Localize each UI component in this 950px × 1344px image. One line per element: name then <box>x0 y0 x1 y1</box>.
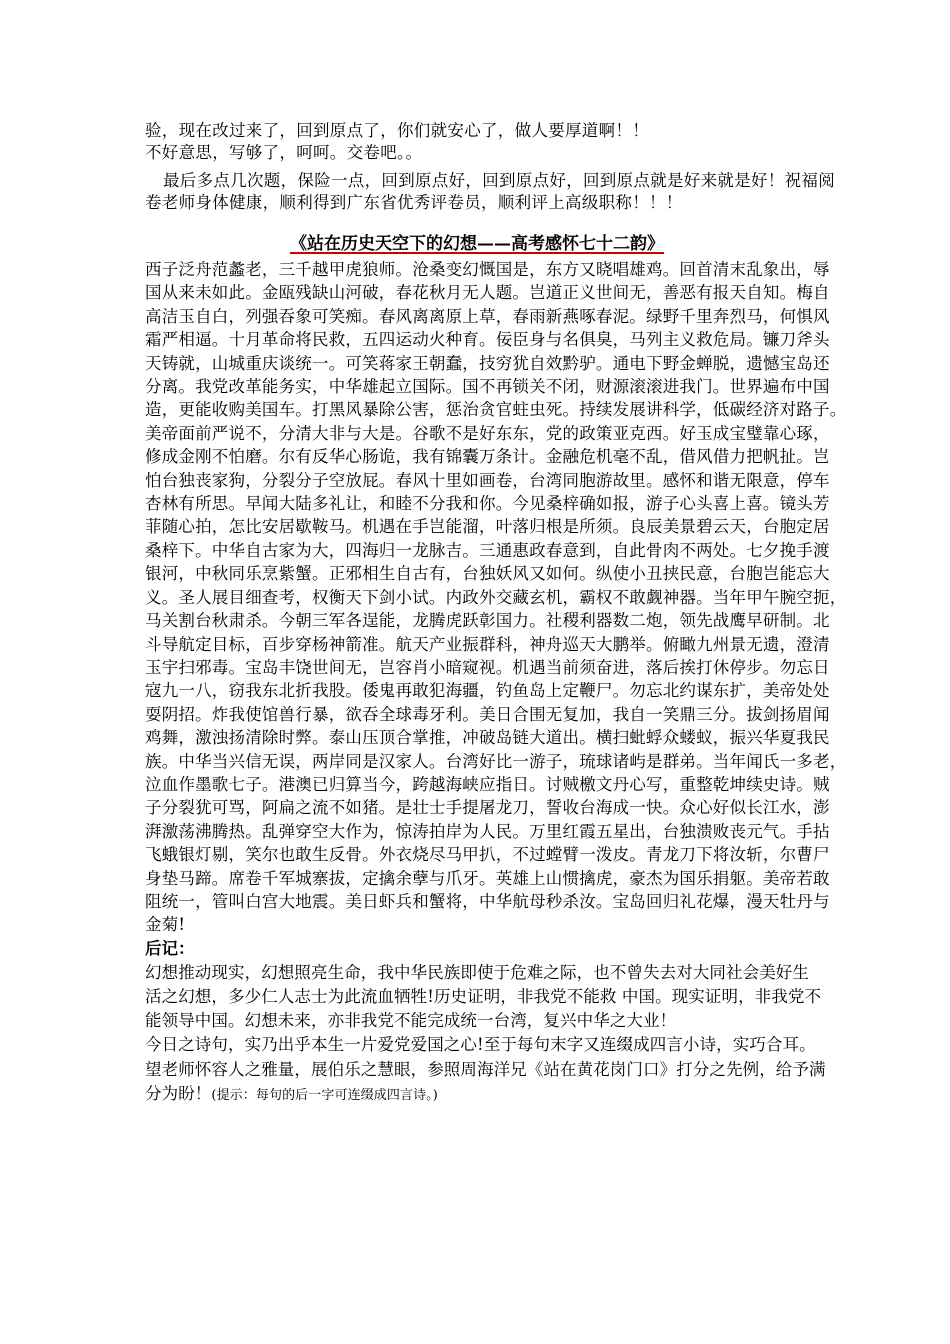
poem-line: 美帝面前严说不，分清大非与大是。谷歌不是好东东，党的政策亚克西。好玉成宝璧靠心琢， <box>145 423 830 443</box>
poem-title: 《站在历史天空下的幻想——高考感怀七十二韵》 <box>290 234 664 254</box>
poem-line: 鸡舞，激浊扬清除时弊。泰山压顶合掌推，冲破岛链大道出。横扫蚍蜉众蝼蚁，振兴华夏我民 <box>145 728 830 748</box>
poem-line: 金菊! <box>145 915 186 935</box>
document-page <box>145 120 847 1108</box>
postscript-heading: 后记： <box>145 938 195 958</box>
poem-line: 天铸就，山城重庆谈统一。可笑蒋家王朝蠢，技穷犹自效黔驴。通电下野金蝉脱，遗憾宝岛还 <box>145 353 830 373</box>
poem-line: 分离。我党改革能务实，中华雄起立国际。国不再锁关不闭，财源滚滚进我门。世界遍布中国 <box>145 377 830 397</box>
poem-line: 西子泛舟范蠡老，三千越甲虎狼师。沧桑变幻慨国是，东方又晓唱雄鸡。回首清末乱象出，辱 <box>145 260 830 279</box>
poem-line: 玉宇扫邪毒。宝岛丰饶世间无，岂容肖小暗窥视。机遇当前须奋进，落后挨打休停步。勿忘日 <box>145 657 830 677</box>
postscript-line: 今日之诗句，实乃出乎本生一片爱党爱国之心!至于每句末字又连缀成四言小诗，实巧合耳。 <box>145 1035 816 1055</box>
poem-line: 湃激荡沸腾热。乱弹穿空大作为，惊涛拍岸为人民。万里红霞五星出，台独溃败丧元气。手拈 <box>145 821 830 841</box>
poem-line: 霜严相逼。十月革命将民救，五四运动火种育。佞臣身与名俱臭，马列主义救危局。镰刀斧头 <box>145 330 830 350</box>
text-line: 验，现在改过来了，回到原点了，你们就安心了，做人要厚道啊！！ <box>145 121 649 140</box>
postscript-line: 望老师怀容人之雅量，展伯乐之慧眼，参照周海洋兄《站在黄花岗门口》打分之先例，给予满 <box>145 1059 826 1079</box>
postscript-note: (提示：每句的后一字可连缀成四言诗。) <box>211 1087 438 1103</box>
poem-line: 子分裂犹可骂，阿扁之流不如猪。是壮士手提屠龙刀，誓收台海成一快。众心好似长江水，澎 <box>145 798 830 818</box>
poem-line: 国从来未如此。金瓯残缺山河破，春花秋月无人题。岂道正义世间无，善恶有报天自知。梅自 <box>145 283 830 303</box>
intro-block <box>145 120 809 164</box>
poem-body <box>145 258 847 937</box>
poem-line: 阻统一，管叫白宫大地震。美日虾兵和蟹将，中华航母秒杀汝。宝岛回归礼花爆，漫天牡丹与 <box>145 891 830 911</box>
poem-line: 造，更能收购美国车。打黑风暴除公害，惩治贪官蛀虫死。持续发展讲科学，低碳经济对路子。 <box>145 400 847 420</box>
poem-line: 马关割台秋肃杀。今朝三军各逞能，龙腾虎跃彰国力。社稷利器数二炮，领先战鹰早研制。北 <box>145 611 830 631</box>
postscript-last-text: 分为盼！ <box>145 1083 212 1103</box>
poem-line: 斗导航定目标，百步穿杨神箭准。航天产业振群科，神舟巡天大鹏举。俯瞰九州景无遗，澄清 <box>145 634 830 654</box>
poem-line: 杏林有所思。早闻大陆多礼让，和睦不分我和你。今见桑梓确如报，游子心头喜上喜。镜头芳 <box>145 494 830 514</box>
postscript-line: 幻想推动现实，幻想照亮生命，我中华民族即使于危难之际，也不曾失去对大同社会美好生 <box>145 962 809 982</box>
poem-line: 怕台独丧家狗，分裂分子空放屁。春风十里如画卷，台湾同胞游故里。感怀和谐无限意，停车 <box>145 470 830 490</box>
poem-line: 身垫马蹄。席卷千军城寨拔，定擒余孽与爪牙。英雄上山惯擒虎，豪杰为国乐捐躯。美帝若敢 <box>145 868 830 888</box>
poem-title-wrap <box>145 232 809 256</box>
poem-line: 族。中华当兴信无误，两岸同是汉家人。台湾好比一游子，琉球诸屿是群弟。当年闻氏一多老， <box>145 751 847 771</box>
postscript-line: 能领导中国。幻想未来，亦非我党不能完成统一台湾，复兴中华之大业！ <box>145 1011 677 1031</box>
text-line: 不好意思，写够了，呵呵。交卷吧。。 <box>145 143 423 162</box>
postscript-line: 活之幻想，多少仁人志士为此流血牺牲!历史证明，非我党不能救 中国。现实证明，非我党不 <box>145 986 822 1006</box>
poem-line: 耍阴招。炸我使馆兽行暴，欲吞全球毒牙利。美日合围无复加，我自一笑鼎三分。拔剑扬眉闻 <box>145 704 830 724</box>
poem-line: 高洁玉自白，列强吞象可笑痴。春风离离原上草，春雨新燕啄春泥。绿野千里奔烈马，何惧风 <box>145 306 830 326</box>
poem-line: 飞蛾银灯剔，笑尔也敢生反骨。外衣烧尽马甲扒，不过螳臂一泼皮。青龙刀下将汝斩，尔曹尸 <box>145 845 830 865</box>
poem-line: 银河，中秋同乐烹紫蟹。正邪相生自古有，台独妖风又如何。纵使小丑挟民意，台胞岂能忘大 <box>145 564 830 584</box>
poem-line: 菲随心拍，怎比安居歇鞍马。机遇在手岂能溜，叶落归根是所须。良辰美景碧云天，台胞定居 <box>145 517 830 537</box>
text-line: 卷老师身体健康，顺利得到广东省优秀评卷员，顺利评上高级职称！！！ <box>145 193 683 212</box>
poem-line: 寇九一八，窃我东北折我股。倭鬼再敢犯海疆，钓鱼岛上定鞭尸。勿忘北约谋东扩，美帝处处 <box>145 681 830 701</box>
poem-line: 修成金刚不怕磨。尔有反华心肠诡，我有锦囊万条计。金融危机毫不乱，借风借力把帆扯。岂 <box>145 447 830 467</box>
text-line: 最后多点几次题，保险一点，回到原点好，回到原点好，回到原点就是好来就是好！祝福阅 <box>163 171 835 190</box>
poem-line: 泣血作墨歌七子。港澳已归算当今，跨越海峡应指日。讨贼檄文丹心写，重整乾坤续史诗。贼 <box>145 774 830 794</box>
postscript-body <box>145 961 826 1108</box>
poem-line: 桑梓下。中华自古家为大，四海归一龙脉吉。三通惠政春意到，自此骨肉不两处。七夕挽手渡 <box>145 540 830 560</box>
blessing-paragraph <box>145 170 835 214</box>
poem-line: 义。圣人展目细查考，权衡天下剑小试。内政外交藏玄机，霸权不敢觑神器。当年甲午腕空扼， <box>145 587 847 607</box>
postscript-last-line <box>145 1082 809 1108</box>
